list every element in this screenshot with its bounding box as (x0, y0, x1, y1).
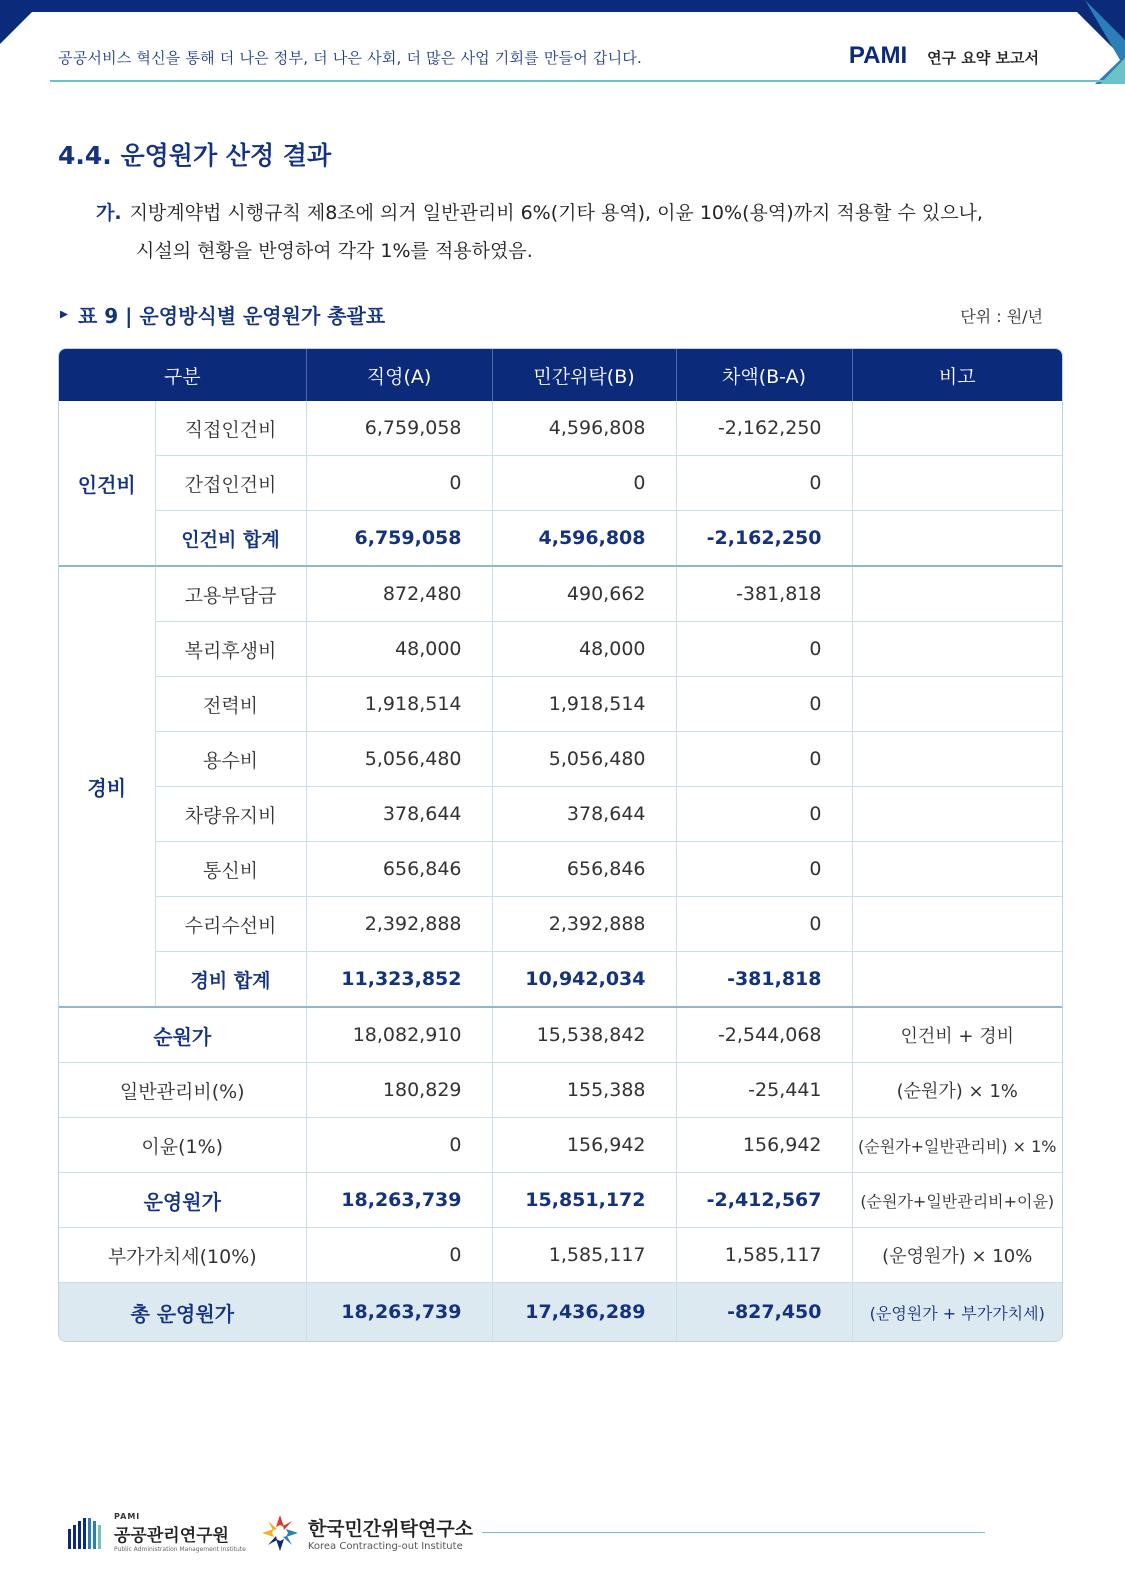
cell-difference: -381,818 (676, 952, 852, 1008)
group-label-labor: 인건비 (59, 401, 155, 566)
cell-direct: 0 (306, 456, 492, 511)
cell-private: 378,644 (492, 787, 676, 842)
cell-difference: -2,544,068 (676, 1007, 852, 1063)
unit-label: 단위 : 원/년 (960, 307, 1043, 326)
cell-remark (852, 732, 1062, 787)
table-row-operating-cost (59, 1173, 1062, 1228)
cell-direct: 5,056,480 (306, 732, 492, 787)
brand-name: PAMI (848, 42, 908, 69)
cell-direct: 0 (306, 1228, 492, 1283)
row-item: 직접인건비 (155, 401, 306, 456)
row-item: 차량유지비 (155, 787, 306, 842)
row-item: 복리후생비 (155, 622, 306, 677)
cell-difference: -2,412,567 (676, 1173, 852, 1228)
cell-private: 15,851,172 (492, 1173, 676, 1228)
table-row-net-cost (59, 1007, 1062, 1063)
cost-summary-table (58, 348, 1063, 1342)
row-item: 간접인건비 (155, 456, 306, 511)
table-caption (60, 300, 385, 329)
cell-private: 155,388 (492, 1063, 676, 1118)
row-item: 경비 합계 (155, 952, 306, 1008)
cell-direct: 18,082,910 (306, 1007, 492, 1063)
cell-difference: 0 (676, 787, 852, 842)
cell-private: 4,596,808 (492, 511, 676, 567)
cell-remark (852, 511, 1062, 567)
header-private: 민간위탁(B) (492, 349, 676, 401)
cell-remark: (순원가) × 1% (852, 1063, 1062, 1118)
cell-difference: 0 (676, 677, 852, 732)
cell-remark (852, 897, 1062, 952)
paragraph-marker: 가. (96, 202, 122, 224)
row-item: 인건비 합계 (155, 511, 306, 567)
cell-direct: 6,759,058 (306, 511, 492, 567)
cell-direct: 1,918,514 (306, 677, 492, 732)
row-item: 고용부담금 (155, 566, 306, 622)
cell-difference: 1,585,117 (676, 1228, 852, 1283)
cell-difference: 0 (676, 456, 852, 511)
header-rule (50, 80, 1118, 82)
cell-difference: 0 (676, 622, 852, 677)
cell-private: 156,942 (492, 1118, 676, 1173)
report-label: 연구 요약 보고서 (927, 49, 1039, 67)
table-row (59, 622, 1062, 677)
table-row (59, 897, 1062, 952)
kci-logo-name: 한국민간위탁연구소 (307, 1517, 474, 1540)
cell-direct: 872,480 (306, 566, 492, 622)
cell-remark: (운영원가) × 10% (852, 1228, 1062, 1283)
cell-private: 48,000 (492, 622, 676, 677)
cell-private: 2,392,888 (492, 897, 676, 952)
cell-private: 490,662 (492, 566, 676, 622)
table-row (59, 1063, 1062, 1118)
table-row (59, 732, 1062, 787)
table-row (59, 787, 1062, 842)
cell-difference: -381,818 (676, 566, 852, 622)
table-row (59, 677, 1062, 732)
section-title: 4.4. 운영원가 산정 결과 (58, 141, 332, 170)
cell-difference: 156,942 (676, 1118, 852, 1173)
table-row (59, 401, 1062, 456)
table-header-row (59, 349, 1062, 401)
cell-private: 10,942,034 (492, 952, 676, 1008)
cell-private: 0 (492, 456, 676, 511)
header-difference: 차액(B-A) (676, 349, 852, 401)
pami-logo-small: PAMI (114, 1512, 141, 1521)
cell-remark: (운영원가 + 부가가치세) (852, 1283, 1062, 1342)
pami-logo (66, 1512, 246, 1553)
table-row (59, 566, 1062, 622)
cell-private: 1,918,514 (492, 677, 676, 732)
cell-remark (852, 456, 1062, 511)
header-category: 구분 (59, 349, 306, 401)
cell-difference: -2,162,250 (676, 401, 852, 456)
cell-difference: 0 (676, 842, 852, 897)
kci-logo-text (308, 1514, 473, 1552)
cell-remark (852, 677, 1062, 732)
cell-remark (852, 401, 1062, 456)
row-item: 일반관리비(%) (59, 1063, 306, 1118)
footer-rule (482, 1532, 985, 1533)
cell-difference: -827,450 (676, 1283, 852, 1342)
table-row-subtotal (59, 952, 1062, 1008)
header-direct: 직영(A) (306, 349, 492, 401)
cell-remark: 인건비 + 경비 (852, 1007, 1062, 1063)
cell-private: 656,846 (492, 842, 676, 897)
cell-private: 17,436,289 (492, 1283, 676, 1342)
row-item: 통신비 (155, 842, 306, 897)
cell-direct: 2,392,888 (306, 897, 492, 952)
header-remarks: 비고 (852, 349, 1062, 401)
cell-difference: 0 (676, 897, 852, 952)
row-item: 용수비 (155, 732, 306, 787)
cell-remark (852, 952, 1062, 1008)
pami-logo-name: 공공관리연구원 (114, 1526, 229, 1546)
cell-difference: 0 (676, 732, 852, 787)
top-bar (0, 0, 1125, 12)
table-row (59, 842, 1062, 897)
cell-private: 5,056,480 (492, 732, 676, 787)
table-row-subtotal (59, 511, 1062, 567)
cell-private: 15,538,842 (492, 1007, 676, 1063)
cell-direct: 6,759,058 (306, 401, 492, 456)
cell-remark: (순원가+일반관리비+이윤) (852, 1173, 1062, 1228)
row-item: 운영원가 (59, 1173, 306, 1228)
pami-bars-icon (66, 1515, 106, 1551)
paragraph-line-2: 시설의 현황을 반영하여 각각 1%를 적용하였음. (136, 240, 533, 262)
cell-difference: -2,162,250 (676, 511, 852, 567)
cell-difference: -25,441 (676, 1063, 852, 1118)
paragraph (96, 194, 1056, 270)
caption-bullet-icon (60, 311, 68, 319)
cell-direct: 11,323,852 (306, 952, 492, 1008)
cell-remark (852, 787, 1062, 842)
row-item: 총 운영원가 (59, 1283, 306, 1342)
cell-direct: 180,829 (306, 1063, 492, 1118)
paragraph-line-1: 지방계약법 시행규칙 제8조에 의거 일반관리비 6%(기타 용역), 이윤 10%(용역)까지 적용할 수 있으나, (129, 202, 983, 224)
row-item: 부가가치세(10%) (59, 1228, 306, 1283)
cell-remark (852, 566, 1062, 622)
cell-remark (852, 622, 1062, 677)
table-row-total (59, 1283, 1062, 1342)
row-item: 수리수선비 (155, 897, 306, 952)
cell-direct: 656,846 (306, 842, 492, 897)
pami-logo-text (114, 1512, 246, 1553)
cell-private: 1,585,117 (492, 1228, 676, 1283)
kci-logo (260, 1513, 473, 1553)
table-caption-text: 표 9 | 운영방식별 운영원가 총괄표 (78, 304, 386, 328)
header-right (849, 42, 1039, 70)
group-label-expense: 경비 (59, 566, 155, 1007)
cell-private: 4,596,808 (492, 401, 676, 456)
cell-direct: 18,263,739 (306, 1283, 492, 1342)
row-item: 순원가 (59, 1007, 306, 1063)
kci-logo-subtitle: Korea Contracting-out Institute (307, 1540, 463, 1552)
corner-decoration (1065, 0, 1125, 84)
kci-star-icon (260, 1513, 300, 1553)
cell-direct: 0 (306, 1118, 492, 1173)
cell-direct: 48,000 (306, 622, 492, 677)
pami-logo-subtitle: Public Administration Management Institute (114, 1546, 246, 1553)
table-row (59, 1118, 1062, 1173)
cell-direct: 378,644 (306, 787, 492, 842)
cell-remark (852, 842, 1062, 897)
table-row (59, 456, 1062, 511)
row-item: 이윤(1%) (59, 1118, 306, 1173)
cell-remark: (순원가+일반관리비) × 1% (852, 1118, 1062, 1173)
cell-direct: 18,263,739 (306, 1173, 492, 1228)
footer-logos (66, 1512, 473, 1553)
header-tagline: 공공서비스 혁신을 통해 더 나은 정부, 더 나은 사회, 더 많은 사업 기회를 만들어 갑니다. (58, 49, 642, 67)
corner-triangle-left (0, 12, 32, 44)
table-row (59, 1228, 1062, 1283)
row-item: 전력비 (155, 677, 306, 732)
